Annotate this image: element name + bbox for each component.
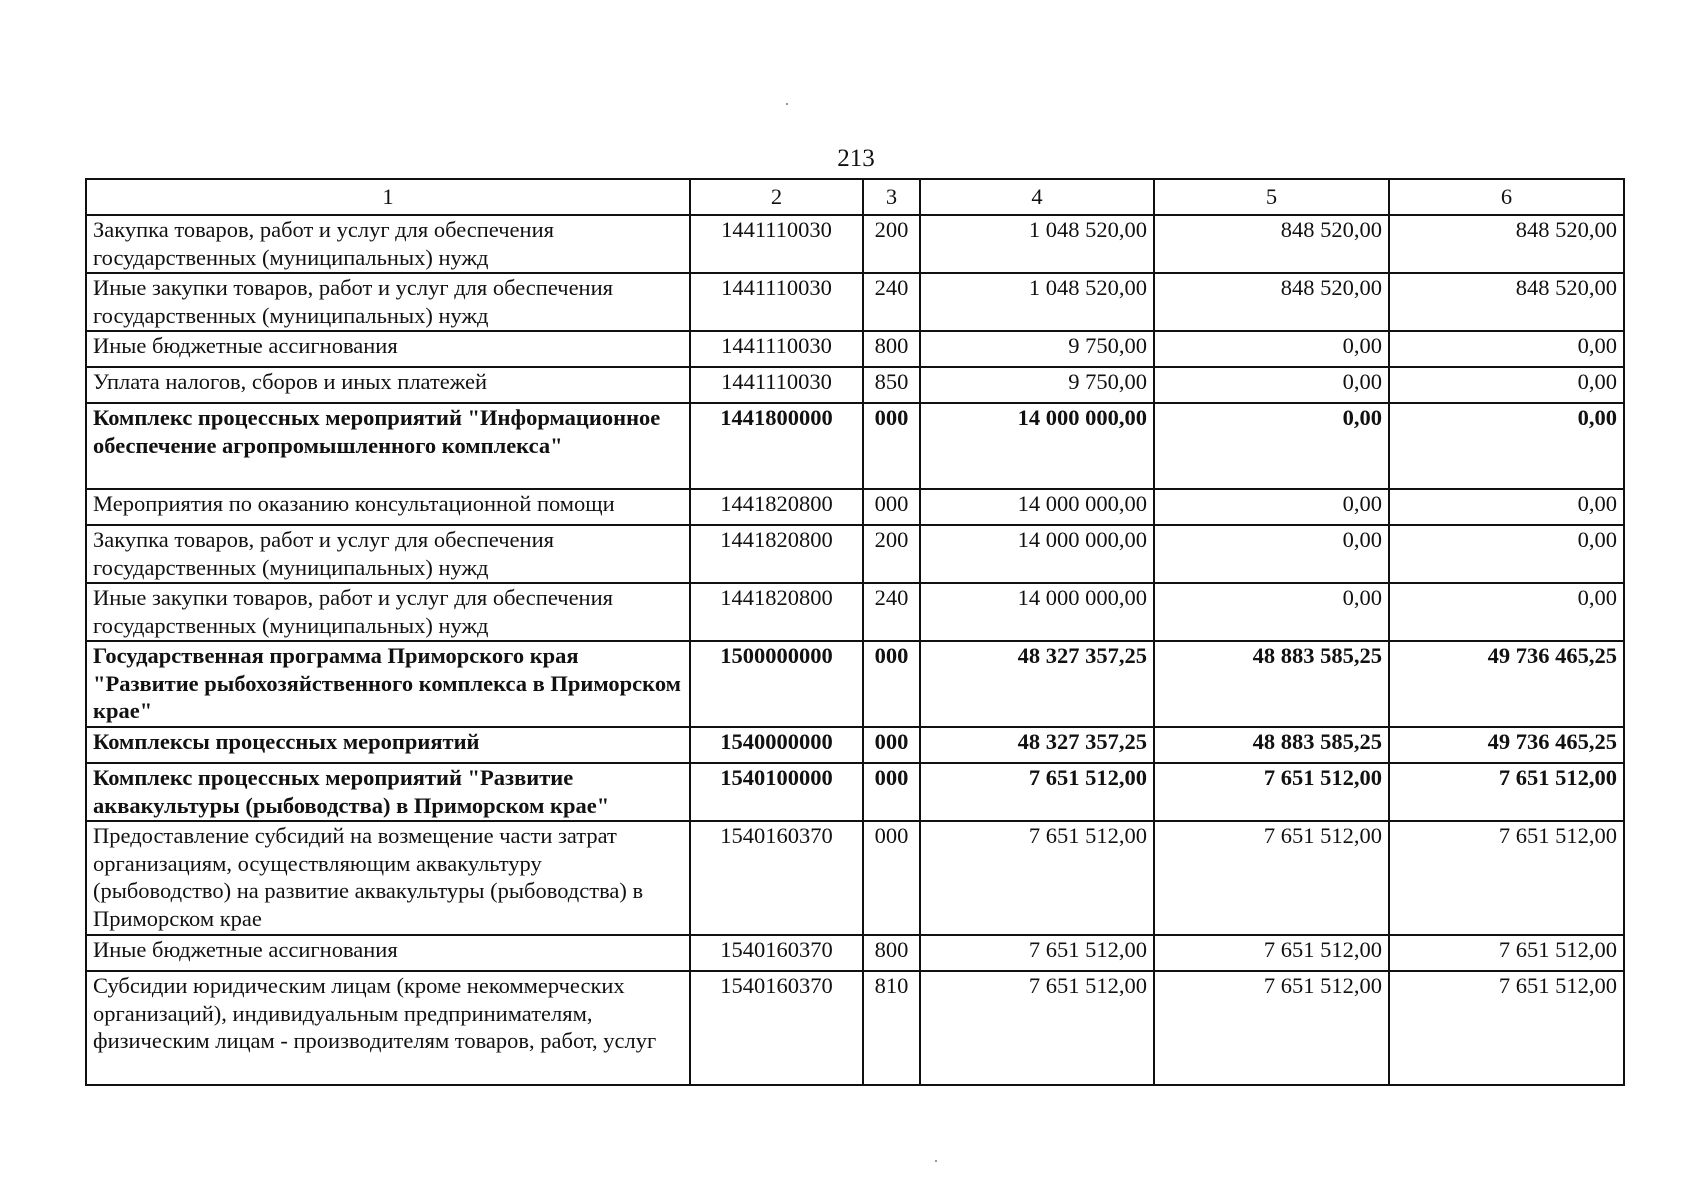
row-amount-6: 0,00 — [1389, 367, 1624, 403]
row-type: 000 — [863, 403, 920, 489]
column-header-5: 5 — [1154, 179, 1389, 215]
row-amount-5: 7 651 512,00 — [1154, 971, 1389, 1085]
table-row — [86, 525, 1624, 583]
row-amount-5: 848 520,00 — [1154, 215, 1389, 273]
table-row — [86, 971, 1624, 1085]
table-row — [86, 583, 1624, 641]
scan-speck — [935, 1160, 937, 1162]
row-type: 810 — [863, 971, 920, 1085]
row-amount-5: 0,00 — [1154, 525, 1389, 583]
row-name: Закупка товаров, работ и услуг для обеспечения государственных (муниципальных) нужд — [86, 215, 690, 273]
table-row — [86, 821, 1624, 935]
row-amount-4: 9 750,00 — [920, 331, 1154, 367]
row-amount-4: 48 327 357,25 — [920, 727, 1154, 763]
column-header-1: 1 — [86, 179, 690, 215]
row-amount-6: 0,00 — [1389, 331, 1624, 367]
row-amount-5: 0,00 — [1154, 367, 1389, 403]
row-amount-6: 7 651 512,00 — [1389, 971, 1624, 1085]
table-row — [86, 641, 1624, 727]
table-row — [86, 367, 1624, 403]
row-amount-4: 14 000 000,00 — [920, 583, 1154, 641]
row-name: Мероприятия по оказанию консультационной помощи — [86, 489, 690, 525]
row-name: Комплексы процессных мероприятий — [86, 727, 690, 763]
row-type: 000 — [863, 641, 920, 727]
row-amount-5: 7 651 512,00 — [1154, 821, 1389, 935]
row-amount-6: 7 651 512,00 — [1389, 763, 1624, 821]
row-name: Иные закупки товаров, работ и услуг для обеспечения государственных (муниципальных) нужд — [86, 583, 690, 641]
row-code: 1441820800 — [690, 489, 863, 525]
row-type: 240 — [863, 583, 920, 641]
row-amount-5: 7 651 512,00 — [1154, 763, 1389, 821]
row-amount-5: 0,00 — [1154, 331, 1389, 367]
row-amount-5: 48 883 585,25 — [1154, 727, 1389, 763]
row-amount-4: 7 651 512,00 — [920, 821, 1154, 935]
row-amount-6: 49 736 465,25 — [1389, 727, 1624, 763]
row-name: Иные закупки товаров, работ и услуг для обеспечения государственных (муниципальных) нужд — [86, 273, 690, 331]
column-header-4: 4 — [920, 179, 1154, 215]
row-code: 1441110030 — [690, 215, 863, 273]
row-code: 1441110030 — [690, 367, 863, 403]
table-row — [86, 727, 1624, 763]
row-amount-6: 848 520,00 — [1389, 273, 1624, 331]
table-row — [86, 403, 1624, 489]
row-type: 000 — [863, 821, 920, 935]
table-row — [86, 273, 1624, 331]
row-amount-4: 7 651 512,00 — [920, 971, 1154, 1085]
column-header-3: 3 — [863, 179, 920, 215]
scan-speck — [786, 103, 788, 105]
row-amount-6: 0,00 — [1389, 403, 1624, 489]
row-amount-5: 0,00 — [1154, 489, 1389, 525]
row-code: 1441820800 — [690, 583, 863, 641]
row-amount-4: 14 000 000,00 — [920, 489, 1154, 525]
row-code: 1540160370 — [690, 821, 863, 935]
row-type: 800 — [863, 331, 920, 367]
row-amount-5: 0,00 — [1154, 583, 1389, 641]
row-code: 1500000000 — [690, 641, 863, 727]
row-amount-4: 48 327 357,25 — [920, 641, 1154, 727]
row-code: 1540000000 — [690, 727, 863, 763]
row-amount-4: 14 000 000,00 — [920, 403, 1154, 489]
row-amount-6: 7 651 512,00 — [1389, 821, 1624, 935]
row-amount-6: 0,00 — [1389, 583, 1624, 641]
row-amount-4: 1 048 520,00 — [920, 215, 1154, 273]
row-amount-5: 0,00 — [1154, 403, 1389, 489]
row-type: 000 — [863, 727, 920, 763]
row-name: Комплекс процессных мероприятий "Развитие аквакультуры (рыбоводства) в Приморском крае" — [86, 763, 690, 821]
row-name: Субсидии юридическим лицам (кроме некоммерческих организаций), индивидуальным предпринимателям, физическим лицам - производителям товаров, работ, услуг — [86, 971, 690, 1085]
header-row — [86, 179, 1624, 215]
row-amount-6: 0,00 — [1389, 525, 1624, 583]
row-code: 1540160370 — [690, 935, 863, 971]
table-row — [86, 215, 1624, 273]
row-amount-6: 49 736 465,25 — [1389, 641, 1624, 727]
row-type: 000 — [863, 763, 920, 821]
page-number: 213 — [837, 145, 875, 172]
row-name: Уплата налогов, сборов и иных платежей — [86, 367, 690, 403]
row-code: 1441110030 — [690, 331, 863, 367]
budget-table — [85, 178, 1625, 1086]
table-body — [86, 215, 1624, 1085]
row-type: 200 — [863, 525, 920, 583]
row-name: Комплекс процессных мероприятий "Информационное обеспечение агропромышленного комплекса" — [86, 403, 690, 489]
row-amount-4: 7 651 512,00 — [920, 763, 1154, 821]
row-code: 1540160370 — [690, 971, 863, 1085]
row-amount-6: 848 520,00 — [1389, 215, 1624, 273]
row-amount-6: 7 651 512,00 — [1389, 935, 1624, 971]
row-code: 1441110030 — [690, 273, 863, 331]
row-code: 1441800000 — [690, 403, 863, 489]
row-type: 200 — [863, 215, 920, 273]
table-row — [86, 763, 1624, 821]
row-amount-4: 14 000 000,00 — [920, 525, 1154, 583]
row-name: Иные бюджетные ассигнования — [86, 331, 690, 367]
row-name: Иные бюджетные ассигнования — [86, 935, 690, 971]
row-name: Государственная программа Приморского края "Развитие рыбохозяйственного комплекса в Приморском крае" — [86, 641, 690, 727]
row-amount-6: 0,00 — [1389, 489, 1624, 525]
table-row — [86, 489, 1624, 525]
row-type: 850 — [863, 367, 920, 403]
table-row — [86, 331, 1624, 367]
row-amount-4: 9 750,00 — [920, 367, 1154, 403]
column-header-6: 6 — [1389, 179, 1624, 215]
row-amount-5: 48 883 585,25 — [1154, 641, 1389, 727]
row-name: Предоставление субсидий на возмещение части затрат организациям, осуществляющим аквакультуру (рыбоводство) на развитие аквакультуры (рыбоводства) в Приморском крае — [86, 821, 690, 935]
row-amount-5: 7 651 512,00 — [1154, 935, 1389, 971]
table-row — [86, 935, 1624, 971]
row-amount-5: 848 520,00 — [1154, 273, 1389, 331]
row-amount-4: 7 651 512,00 — [920, 935, 1154, 971]
row-code: 1441820800 — [690, 525, 863, 583]
row-name: Закупка товаров, работ и услуг для обеспечения государственных (муниципальных) нужд — [86, 525, 690, 583]
row-type: 240 — [863, 273, 920, 331]
row-type: 800 — [863, 935, 920, 971]
row-amount-4: 1 048 520,00 — [920, 273, 1154, 331]
row-code: 1540100000 — [690, 763, 863, 821]
column-header-2: 2 — [690, 179, 863, 215]
row-type: 000 — [863, 489, 920, 525]
